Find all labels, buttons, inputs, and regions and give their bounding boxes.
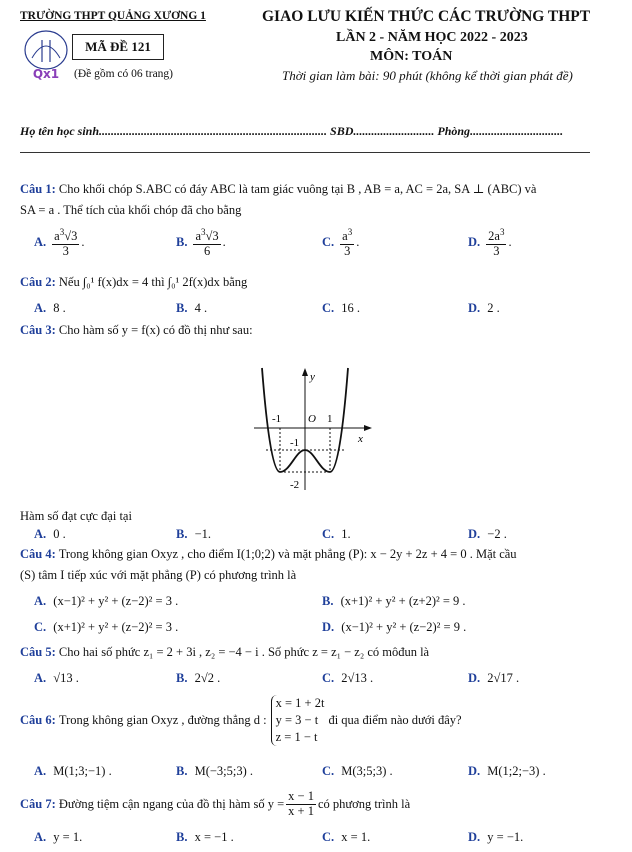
- y-label: y: [310, 371, 315, 383]
- q2-option-d[interactable]: D. 2 .: [468, 301, 500, 315]
- exam-time: Thời gian làm bài: 90 phút (không kể thời gian phát đề): [282, 68, 573, 83]
- question-5: Câu 5: Cho hai số phức z₁ = 2 + 3i , z₂ = −4 − i . Số phức z = z₁ − z₂ có môđun là: [20, 645, 430, 659]
- q3-option-b[interactable]: B. −1.: [176, 527, 212, 541]
- q2-option-b[interactable]: B. 4 .: [176, 301, 208, 315]
- exam-round: LẦN 2 - NĂM HỌC 2022 - 2023: [336, 30, 528, 45]
- q7-option-a[interactable]: A. y = 1.: [34, 830, 83, 844]
- q6-option-c[interactable]: C. M(3;5;3) .: [322, 764, 393, 778]
- divider: [20, 152, 590, 153]
- q5-option-b[interactable]: B. 2√2 .: [176, 671, 221, 685]
- tick-y-m1: -1: [290, 437, 300, 449]
- question-1-line2: SA = a . Thể tích của khối chóp đã cho bằng: [20, 203, 242, 217]
- question-1: Câu 1: Cho khối chóp S.ABC có đáy ABC là tam giác vuông tại B , AB = a, AC = 2a, SA ⊥ (ABC) và: [20, 182, 537, 196]
- q3-option-c[interactable]: C. 1.: [322, 527, 351, 541]
- q6-option-d[interactable]: D. M(1;2;−3) .: [468, 764, 546, 778]
- q1-option-d[interactable]: D. $\frac{2a^3}{3}$ .: [468, 227, 512, 258]
- question-4: Câu 4: Trong không gian Oxyz , cho điểm I(1;0;2) và mặt phẳng (P): x − 2y + 2z + 4 = 0 . Mặt cầu: [20, 547, 517, 561]
- q4-option-c[interactable]: C. (x+1)² + y² + (z−2)² = 3 .: [34, 620, 179, 634]
- q1-option-a[interactable]: A. $\frac{a^3√3}{3}$ .: [34, 227, 85, 258]
- candidate-line: Họ tên học sinh............................................................................ SBD........................... Phòng...............................: [20, 124, 564, 138]
- q7-fraction: $\frac{x - 1}{x + 1}$: [288, 789, 314, 818]
- line-system: x = 1 + 2t y = 3 − t z = 1 − t: [271, 695, 325, 746]
- school-logo: [22, 28, 70, 82]
- x-label: x: [358, 433, 363, 445]
- q1-option-b[interactable]: B. $\frac{a^3√3}{6}$ .: [176, 227, 226, 258]
- name-label: Họ tên học sinh: [20, 124, 100, 138]
- function-graph: [250, 360, 376, 495]
- sbd-label: SBD: [330, 124, 354, 138]
- x-axis-arrow: [364, 425, 372, 431]
- tick-y-m2: -2: [290, 479, 300, 491]
- q2-option-c[interactable]: C. 16 .: [322, 301, 361, 315]
- question-7: Câu 7: Đường tiệm cận ngang của đồ thị hàm số y = $\frac{x - 1}{x + 1}$ có phương trình là: [20, 789, 411, 818]
- q6-option-b[interactable]: B. M(−3;5;3) .: [176, 764, 254, 778]
- exam-code: MÃ ĐỀ 121: [72, 34, 164, 60]
- question-2: Câu 2: Nếu ∫₀¹ f(x)dx = 4 thì ∫₀¹ 2f(x)dx bằng: [20, 275, 248, 289]
- q7-option-b[interactable]: B. x = −1 .: [176, 830, 234, 844]
- y-axis-arrow: [302, 368, 308, 376]
- logo-text: Qx1: [32, 67, 60, 81]
- tick-p1: 1: [327, 413, 333, 425]
- q4-option-b[interactable]: B. (x+1)² + y² + (z+2)² = 9 .: [322, 594, 466, 608]
- tick-m1: -1: [272, 413, 282, 425]
- question-4-line2: (S) tâm I tiếp xúc với mặt phẳng (P) có phương trình là: [20, 568, 297, 582]
- question-3-after: Hàm số đạt cực đại tại: [20, 509, 132, 523]
- exam-title: GIAO LƯU KIẾN THỨC CÁC TRƯỜNG THPT: [262, 8, 591, 25]
- school-name: TRƯỜNG THPT QUẢNG XƯƠNG 1: [20, 10, 206, 22]
- question-3: Câu 3: Cho hàm số y = f(x) có đồ thị như sau:: [20, 323, 253, 337]
- q2-option-a[interactable]: A. 8 .: [34, 301, 66, 315]
- q3-option-d[interactable]: D. −2 .: [468, 527, 507, 541]
- room-label: Phòng: [437, 124, 471, 138]
- question-6: Câu 6: Trong không gian Oxyz , đường thẳng d : x = 1 + 2t y = 3 − t z = 1 − t đi qua điểm nào dưới đây?: [20, 696, 462, 744]
- q6-option-a[interactable]: A. M(1;3;−1) .: [34, 764, 112, 778]
- q7-option-c[interactable]: C. x = 1.: [322, 830, 371, 844]
- q7-option-d[interactable]: D. y = −1.: [468, 830, 524, 844]
- pages-note: (Đề gồm có 06 trang): [74, 68, 173, 80]
- q5-option-d[interactable]: D. 2√17 .: [468, 671, 520, 685]
- exam-subject: MÔN: TOÁN: [370, 49, 453, 64]
- q1-option-c[interactable]: C. $\frac{a^3}{3}$ .: [322, 227, 360, 258]
- q3-option-a[interactable]: A. 0 .: [34, 527, 66, 541]
- q5-option-a[interactable]: A. √13 .: [34, 671, 79, 685]
- q4-option-a[interactable]: A. (x−1)² + y² + (z−2)² = 3 .: [34, 594, 179, 608]
- q5-option-c[interactable]: C. 2√13 .: [322, 671, 374, 685]
- origin-label: O: [308, 413, 316, 425]
- q4-option-d[interactable]: D. (x−1)² + y² + (z−2)² = 9 .: [322, 620, 467, 634]
